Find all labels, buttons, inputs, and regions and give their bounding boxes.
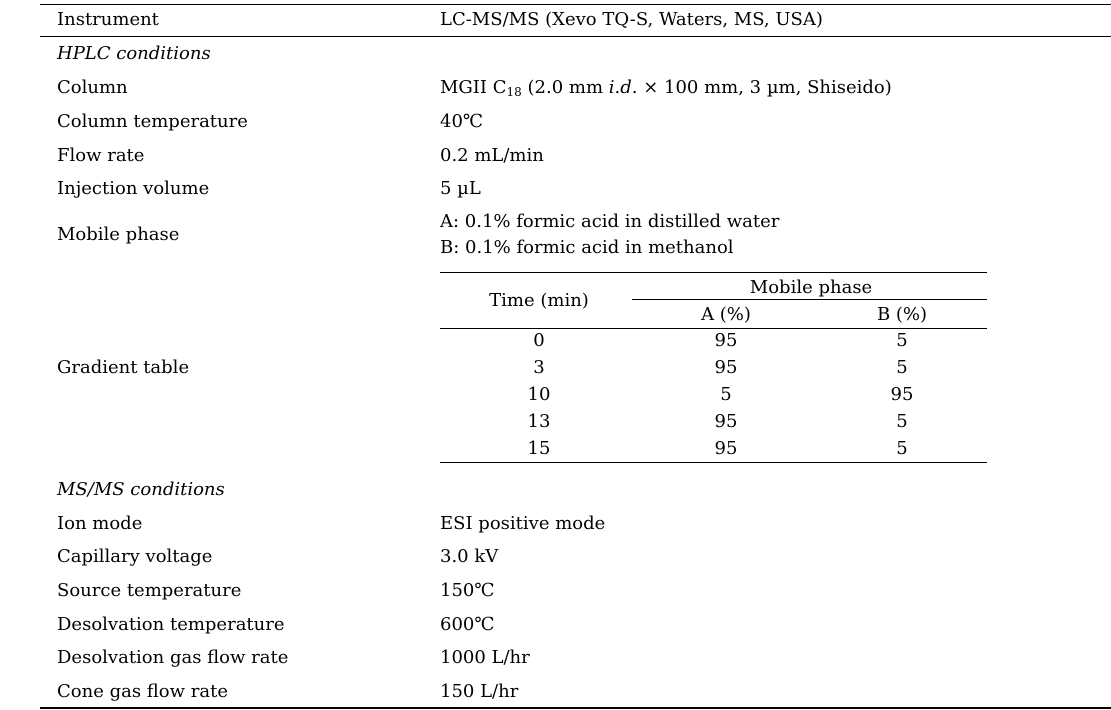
bottom-rule bbox=[40, 707, 1111, 709]
gradient-table-label: Gradient table bbox=[57, 357, 190, 378]
column-value: MGII $C_{18}$ (2.0 mm i.d. × 100 mm, 3 µm, Shiseido) bbox=[440, 77, 892, 99]
gradient-cell-time: 0 bbox=[533, 330, 545, 351]
gradient-bottom-rule bbox=[440, 462, 987, 463]
column-temperature-label: Column temperature bbox=[57, 111, 248, 132]
desolvation-gas-flow-label: Desolvation gas flow rate bbox=[57, 647, 289, 668]
gradient-cell-b: 5 bbox=[896, 411, 908, 432]
gradient-header-time: Time (min) bbox=[489, 290, 589, 311]
gradient-cell-time: 10 bbox=[527, 384, 551, 405]
gradient-header-b: B (%) bbox=[876, 304, 928, 325]
ion-mode-label: Ion mode bbox=[57, 513, 143, 534]
column-label: Column bbox=[57, 77, 128, 98]
gradient-cell-a: 95 bbox=[714, 438, 738, 459]
source-temperature-label: Source temperature bbox=[57, 580, 242, 601]
gradient-cell-time: 13 bbox=[527, 411, 551, 432]
gradient-cell-b: 5 bbox=[896, 357, 908, 378]
gradient-cell-b: 5 bbox=[896, 438, 908, 459]
ion-mode-value: ESI positive mode bbox=[440, 513, 606, 534]
mobile-phase-line-b: B: 0.1% formic acid in methanol bbox=[440, 237, 734, 258]
gradient-header-mobile-phase: Mobile phase bbox=[749, 277, 873, 298]
desolvation-temperature-value: 600℃ bbox=[440, 614, 495, 635]
flow-rate-label: Flow rate bbox=[57, 145, 145, 166]
top-rule bbox=[40, 4, 1111, 5]
mobile-phase-line-a: A: 0.1% formic acid in distilled water bbox=[440, 211, 780, 232]
gradient-header-a: A (%) bbox=[701, 304, 751, 325]
instrument-label: Instrument bbox=[57, 9, 159, 30]
capillary-voltage-label: Capillary voltage bbox=[57, 546, 213, 567]
flow-rate-value: 0.2 mL/min bbox=[440, 145, 544, 166]
gradient-cell-a: 95 bbox=[714, 330, 738, 351]
gradient-group-rule bbox=[632, 299, 987, 300]
source-temperature-value: 150℃ bbox=[440, 580, 495, 601]
hplc-heading: HPLC conditions bbox=[57, 43, 211, 64]
cone-gas-flow-value: 150 L/hr bbox=[440, 681, 519, 702]
desolvation-temperature-label: Desolvation temperature bbox=[57, 614, 285, 635]
gradient-cell-b: 95 bbox=[890, 384, 914, 405]
gradient-cell-a: 5 bbox=[720, 384, 732, 405]
gradient-cell-time: 15 bbox=[527, 438, 551, 459]
gradient-cell-b: 5 bbox=[896, 330, 908, 351]
instrument-value: LC-MS/MS (Xevo TQ-S, Waters, MS, USA) bbox=[440, 9, 823, 30]
injection-volume-label: Injection volume bbox=[57, 178, 210, 199]
capillary-voltage-value: 3.0 kV bbox=[440, 546, 499, 567]
header-rule bbox=[40, 36, 1111, 37]
mobile-phase-label: Mobile phase bbox=[57, 224, 180, 245]
gradient-cell-time: 3 bbox=[533, 357, 545, 378]
cone-gas-flow-label: Cone gas flow rate bbox=[57, 681, 228, 702]
desolvation-gas-flow-value: 1000 L/hr bbox=[440, 647, 530, 668]
gradient-header-rule bbox=[440, 328, 987, 329]
gradient-cell-a: 95 bbox=[714, 357, 738, 378]
msms-heading: MS/MS conditions bbox=[57, 479, 225, 500]
column-temperature-value: 40℃ bbox=[440, 111, 484, 132]
injection-volume-value: 5 µL bbox=[440, 178, 481, 199]
gradient-cell-a: 95 bbox=[714, 411, 738, 432]
gradient-top-rule bbox=[440, 272, 987, 273]
